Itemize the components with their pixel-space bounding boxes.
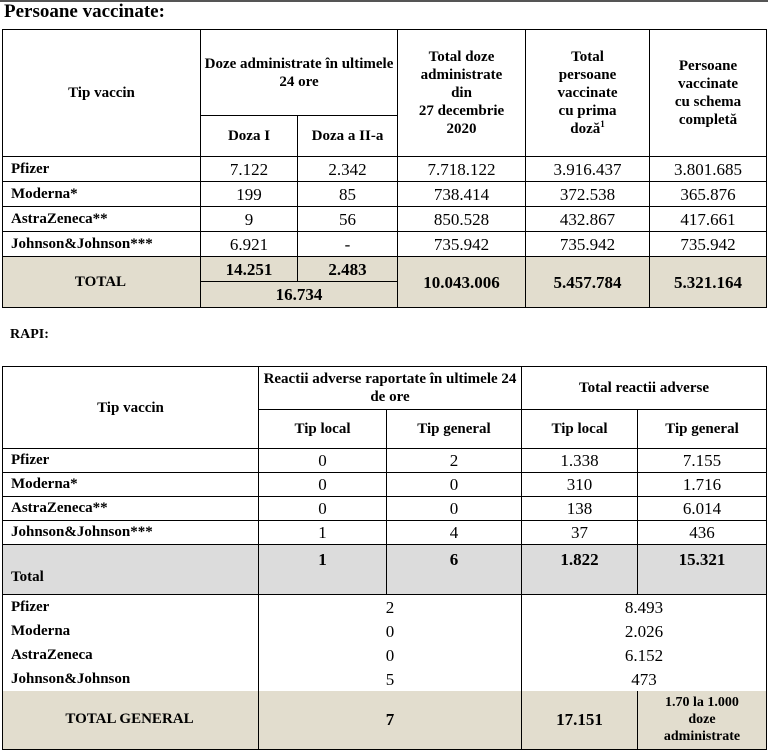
cell-24h: 2 [259, 595, 522, 619]
total-general-total: 17.151 [522, 691, 638, 749]
total-local-total: 1.822 [522, 545, 638, 595]
total-doze-24h: 16.734 [201, 282, 398, 308]
section-title-vaccinated: Persoane vaccinate: [4, 1, 165, 22]
row-label: Pfizer [3, 157, 201, 182]
cell-local-total: 1.338 [522, 449, 638, 473]
table-row [3, 619, 767, 643]
cell-prima-doza: 432.867 [526, 207, 650, 232]
row-label: AstraZeneca** [3, 207, 201, 232]
cell-local-24h: 0 [259, 449, 387, 473]
cell-total-doze: 850.528 [398, 207, 526, 232]
cell-doza1: 199 [201, 182, 298, 207]
cell-doza1: 6.921 [201, 232, 298, 257]
cell-schema-completa: 417.661 [650, 207, 767, 232]
header-doza-2: Doza a II-a [298, 116, 398, 157]
cell-doza1: 9 [201, 207, 298, 232]
header-doze-24h: Doze administrate în ultimele 24 ore [201, 30, 398, 116]
cell-total: 6.152 [522, 643, 767, 667]
adverse-reactions-table [2, 366, 767, 595]
cell-schema-completa: 365.876 [650, 182, 767, 207]
total-general-24h: 7 [259, 691, 522, 749]
header-tip-local-24h: Tip local [259, 410, 387, 449]
cell-doza2: 56 [298, 207, 398, 232]
cell-local-24h: 0 [259, 497, 387, 521]
header-tip-general-total: Tip general [638, 410, 767, 449]
row-label: Moderna* [3, 182, 201, 207]
table-row [3, 497, 767, 521]
row-label: Johnson&Johnson*** [3, 232, 201, 257]
cell-total-doze: 738.414 [398, 182, 526, 207]
header-prima-doza: Total persoane vaccinate cu prima doză$^1$ [526, 30, 650, 157]
header-total-doze: Total doze administrate din 27 decembrie 2020 [398, 30, 526, 157]
header-schema-completa: Persoane vaccinate cu schema completă [650, 30, 767, 157]
cell-24h: 0 [259, 643, 522, 667]
table-row [3, 667, 767, 691]
row-label: Johnson&Johnson [3, 667, 259, 691]
cell-general-total: 436 [638, 521, 767, 545]
cell-total: 473 [522, 667, 767, 691]
total-general-label: TOTAL GENERAL [3, 691, 259, 749]
total-schema-completa: 5.321.164 [650, 257, 767, 308]
cell-doza1: 7.122 [201, 157, 298, 182]
total-general-row [3, 691, 767, 749]
cell-doza2: 2.342 [298, 157, 398, 182]
total-doza2: 2.483 [298, 257, 398, 282]
cell-total-doze: 7.718.122 [398, 157, 526, 182]
cell-general-24h: 2 [387, 449, 522, 473]
row-label: Pfizer [3, 595, 259, 619]
row-label: AstraZeneca** [3, 497, 259, 521]
row-label: AstraZeneca [3, 643, 259, 667]
adverse-reactions-general-table [2, 595, 767, 750]
total-label: TOTAL [3, 257, 201, 308]
header-tip-vaccin: Tip vaccin [3, 367, 259, 449]
table-row [3, 643, 767, 667]
cell-24h: 5 [259, 667, 522, 691]
total-prima-doza: 5.457.784 [526, 257, 650, 308]
cell-24h: 0 [259, 619, 522, 643]
cell-local-total: 138 [522, 497, 638, 521]
header-tip-general-24h: Tip general [387, 410, 522, 449]
vaccinated-table [2, 29, 767, 308]
header-tip-local-total: Tip local [522, 410, 638, 449]
cell-local-24h: 1 [259, 521, 387, 545]
cell-doza2: 85 [298, 182, 398, 207]
table-row [3, 182, 767, 207]
cell-total: 8.493 [522, 595, 767, 619]
table-row [3, 207, 767, 232]
total-general-24h: 6 [387, 545, 522, 595]
cell-total: 2.026 [522, 619, 767, 643]
cell-general-total: 7.155 [638, 449, 767, 473]
table-row [3, 157, 767, 182]
row-label: Pfizer [3, 449, 259, 473]
table-row [3, 521, 767, 545]
row-label: Johnson&Johnson*** [3, 521, 259, 545]
row-label: Moderna [3, 619, 259, 643]
cell-general-total: 1.716 [638, 473, 767, 497]
header-reactii-24h: Reactii adverse raportate în ultimele 24 de ore [259, 367, 522, 410]
cell-prima-doza: 372.538 [526, 182, 650, 207]
header-tip-vaccin: Tip vaccin [3, 30, 201, 157]
cell-general-total: 6.014 [638, 497, 767, 521]
total-doze: 10.043.006 [398, 257, 526, 308]
cell-total-doze: 735.942 [398, 232, 526, 257]
cell-schema-completa: 3.801.685 [650, 157, 767, 182]
header-total-reactii: Total reactii adverse [522, 367, 767, 410]
cell-local-total: 310 [522, 473, 638, 497]
total-local-24h: 1 [259, 545, 387, 595]
section-title-rapi: RAPI: [10, 327, 49, 342]
total-row [3, 545, 767, 595]
table-row [3, 595, 767, 619]
cell-prima-doza: 3.916.437 [526, 157, 650, 182]
total-label: Total [3, 545, 259, 595]
total-general-rate: 1.70 la 1.000 doze administrate [638, 691, 767, 749]
cell-general-24h: 0 [387, 497, 522, 521]
total-general-total: 15.321 [638, 545, 767, 595]
header-doza-1: Doza I [201, 116, 298, 157]
table-row [3, 449, 767, 473]
cell-local-total: 37 [522, 521, 638, 545]
total-doza1: 14.251 [201, 257, 298, 282]
cell-local-24h: 0 [259, 473, 387, 497]
cell-general-24h: 4 [387, 521, 522, 545]
cell-schema-completa: 735.942 [650, 232, 767, 257]
table-row [3, 473, 767, 497]
cell-general-24h: 0 [387, 473, 522, 497]
cell-prima-doza: 735.942 [526, 232, 650, 257]
table-row [3, 232, 767, 257]
row-label: Moderna* [3, 473, 259, 497]
cell-doza2: - [298, 232, 398, 257]
